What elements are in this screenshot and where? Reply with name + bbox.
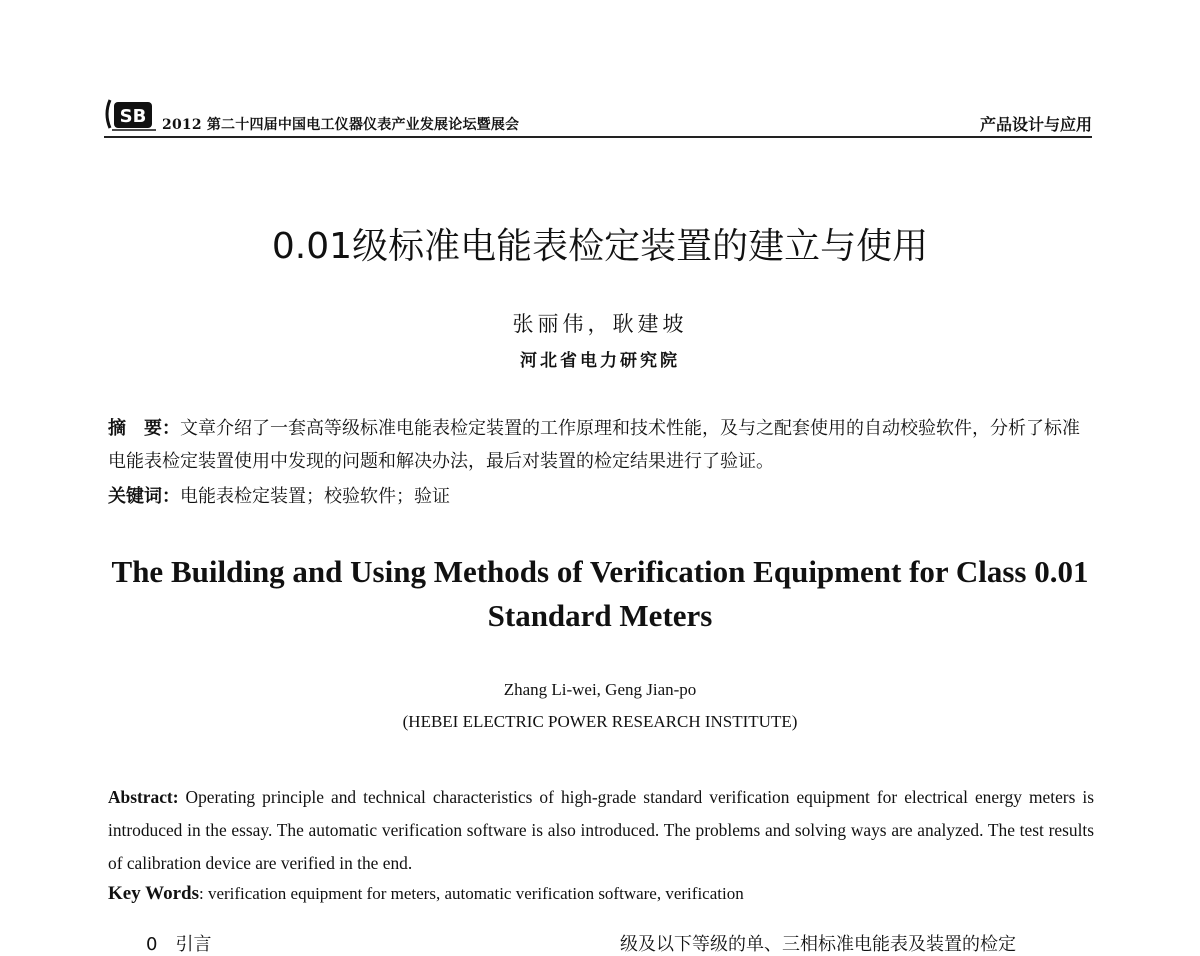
abstract-text-zh: 文章介绍了一套高等级标准电能表检定装置的工作原理和技术性能，及与之配套使用的自动校验软件，分析了标准电能表检定装置使用中发现的问题和解决办法，最后对装置的检定结果进行了验证。: [108, 418, 1080, 472]
authors-zh: 张丽伟，耿建坡: [512, 312, 688, 336]
abstract-label-en: Abstract:: [108, 787, 179, 807]
svg-text:SB: SB: [119, 106, 147, 127]
authors-en: Zhang Li-wei, Geng Jian-po: [503, 680, 697, 699]
section-number: 0: [146, 934, 158, 955]
header-rule: [104, 136, 1092, 138]
abstract-text-en: Operating principle and technical characteristics of high-grade standard verification equipment for electrical energy meters is introduced in the essay. The automatic verification software is also introduced. The problems and solving ways are analyzed. The test results of calibration device are verified in the end.: [108, 787, 1094, 873]
conference-logo: [104, 96, 158, 132]
keywords-zh: [108, 480, 1092, 513]
keywords-en: [108, 883, 1094, 905]
affiliation-zh: 河北省电力研究院: [520, 351, 680, 371]
keywords-label-en: Key Words: [108, 883, 199, 904]
conference-name: 2012 第二十四届中国电工仪器仪表产业发展论坛暨展会: [162, 117, 520, 133]
abstract-label-zh: 摘 要：: [108, 418, 180, 439]
section-heading-introduction: [146, 930, 211, 956]
abstract-zh: [108, 412, 1092, 478]
paper-title-zh: 0.01级标准电能表检定装置的建立与使用: [271, 226, 929, 267]
right-column-text: 级及以下等级的单、三相标准电能表及装置的检定: [620, 934, 1016, 955]
keywords-text-en: : verification equipment for meters, automatic verification software, verification: [198, 884, 744, 903]
keywords-label-zh: 关键词：: [108, 486, 180, 507]
affiliation-en: (HEBEI ELECTRIC POWER RESEARCH INSTITUTE): [402, 712, 798, 731]
paper-title-en: The Building and Using Methods of Verification Equipment for Class 0.01 Standard Meters: [111, 554, 1089, 633]
section-category: 产品设计与应用: [979, 115, 1092, 134]
abstract-en: [108, 781, 1094, 880]
keywords-text-zh: 电能表检定装置；校验软件；验证: [180, 486, 450, 507]
section-title: 引言: [175, 934, 212, 955]
